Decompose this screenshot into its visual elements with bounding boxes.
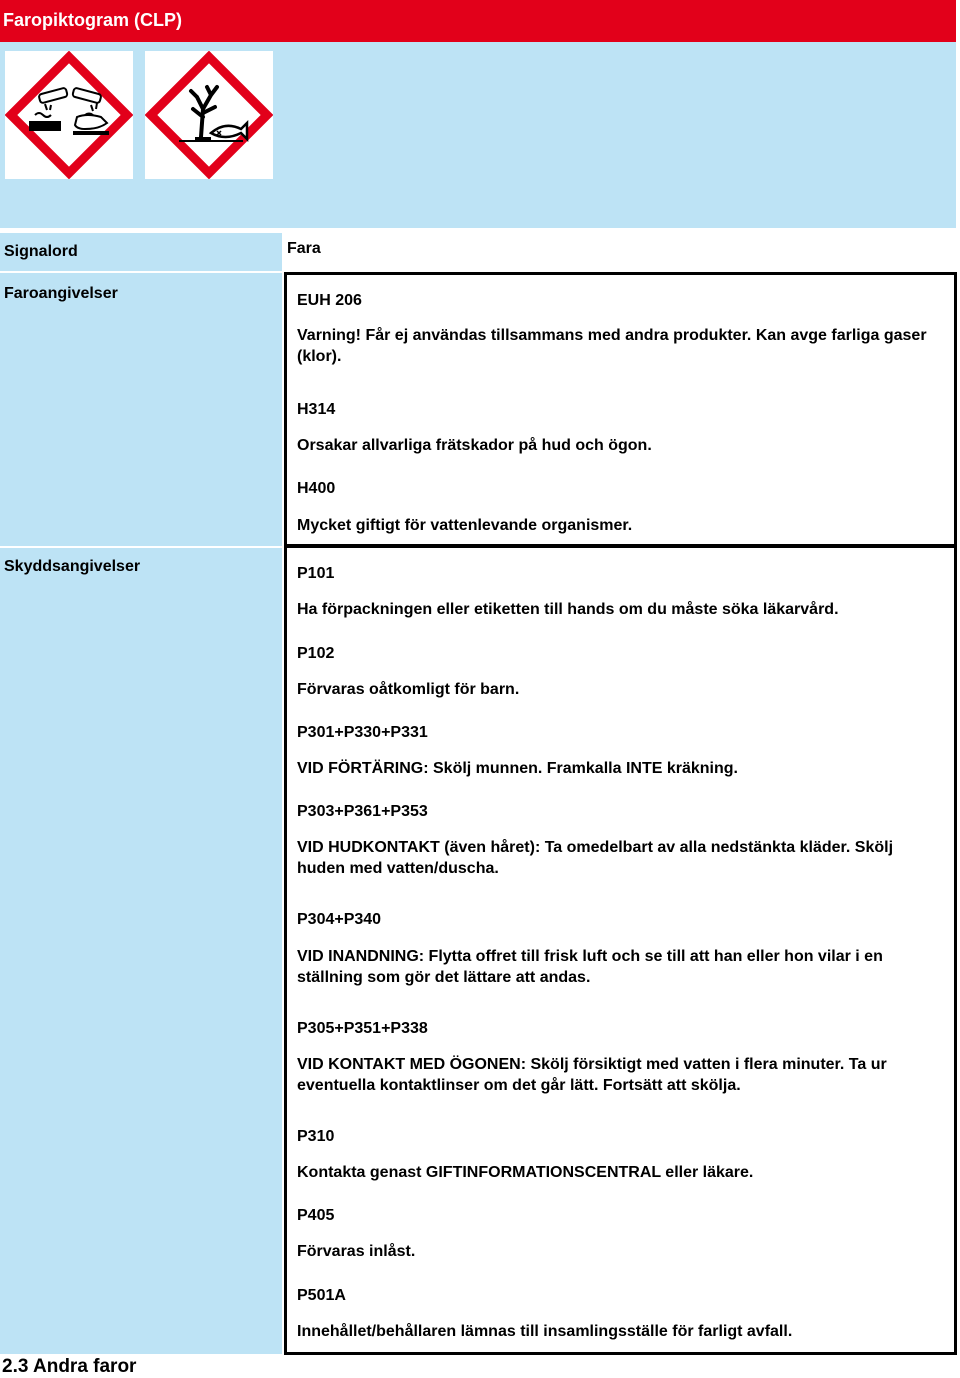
statement-text: VID HUDKONTAKT (även håret): Ta omedelbart av alla nedstänkta kläder. Skölj huden med vatten/duscha. — [297, 839, 894, 877]
hazard-statement-h314 — [297, 401, 944, 419]
precaution-p310 — [297, 1128, 944, 1146]
precaution-p501a-text — [297, 1321, 944, 1342]
hazard-statements-box — [284, 272, 957, 547]
precautionary-statements-label: Skyddsangivelser — [0, 548, 282, 1354]
statement-code: P101 — [297, 565, 335, 582]
precaution-p304-text — [297, 946, 944, 988]
statement-code: P102 — [297, 645, 335, 662]
precaution-p303 — [297, 803, 944, 821]
precaution-p304 — [297, 911, 944, 929]
ghs09-environment-icon — [145, 51, 273, 179]
ghs05-corrosion-icon — [5, 51, 133, 179]
precaution-p101-text — [297, 599, 944, 620]
next-section-title: 2.3 Andra faror — [2, 1356, 137, 1377]
precaution-p501a — [297, 1287, 944, 1305]
hazard-statements-label: Faroangivelser — [0, 273, 282, 546]
precaution-p101 — [297, 565, 944, 583]
statement-text: Förvaras oåtkomligt för barn. — [297, 681, 520, 698]
precaution-p405 — [297, 1207, 944, 1225]
hazard-statement-h400 — [297, 480, 944, 498]
hazard-statement-euh206 — [297, 292, 944, 310]
statement-code: P305+P351+P338 — [297, 1020, 428, 1037]
precaution-p303-text — [297, 837, 944, 879]
precautionary-statements-box — [284, 545, 957, 1355]
statement-text: VID FÖRTÄRING: Skölj munnen. Framkalla INTE kräkning. — [297, 760, 738, 777]
precaution-p305 — [297, 1020, 944, 1038]
statement-code: H314 — [297, 401, 336, 418]
statement-text: VID INANDNING: Flytta offret till frisk luft och se till att han eller hon vilar i en ställning som gör det lättare att andas. — [297, 948, 883, 986]
statement-text: Orsakar allvarliga frätskador på hud och ögon. — [297, 437, 652, 454]
section-header: Faropiktogram (CLP) — [0, 0, 956, 42]
statement-code: P301+P330+P331 — [297, 724, 428, 741]
statement-text: VID KONTAKT MED ÖGONEN: Skölj försiktigt med vatten i flera minuter. Ta ur eventuella kontaktlinser om det går lätt. Fortsätt att skölja. — [297, 1056, 887, 1094]
precaution-p301 — [297, 724, 944, 742]
precaution-p102 — [297, 645, 944, 663]
precaution-p405-text — [297, 1241, 944, 1262]
pictogram-area — [0, 42, 956, 228]
precaution-p305-text — [297, 1054, 944, 1096]
statement-code: H400 — [297, 480, 336, 497]
hazard-statement-h314-text — [297, 435, 944, 456]
precaution-p301-text — [297, 758, 944, 779]
precaution-p102-text — [297, 679, 944, 700]
statement-code: EUH 206 — [297, 292, 362, 309]
statement-code: P310 — [297, 1128, 335, 1145]
statement-text: Ha förpackningen eller etiketten till hands om du måste söka läkarvård. — [297, 601, 839, 618]
precaution-p310-text — [297, 1162, 944, 1183]
hazard-statement-h400-text — [297, 515, 944, 536]
signal-word-label: Signalord — [0, 233, 282, 271]
statement-code: P304+P340 — [297, 911, 382, 928]
statement-code: P501A — [297, 1287, 346, 1304]
statement-text: Varning! Får ej användas tillsammans med andra produkter. Kan avge farliga gaser (klor). — [297, 327, 927, 365]
statement-text: Mycket giftigt för vattenlevande organismer. — [297, 517, 633, 534]
statement-text: Innehållet/behållaren lämnas till insamlingsställe för farligt avfall. — [297, 1323, 793, 1340]
statement-text: Förvaras inlåst. — [297, 1243, 416, 1260]
statement-code: P303+P361+P353 — [297, 803, 428, 820]
hazard-statement-euh206-text — [297, 325, 944, 367]
statement-text: Kontakta genast GIFTINFORMATIONSCENTRAL eller läkare. — [297, 1164, 754, 1181]
signal-word-value: Fara — [284, 233, 956, 271]
statement-code: P405 — [297, 1207, 335, 1224]
